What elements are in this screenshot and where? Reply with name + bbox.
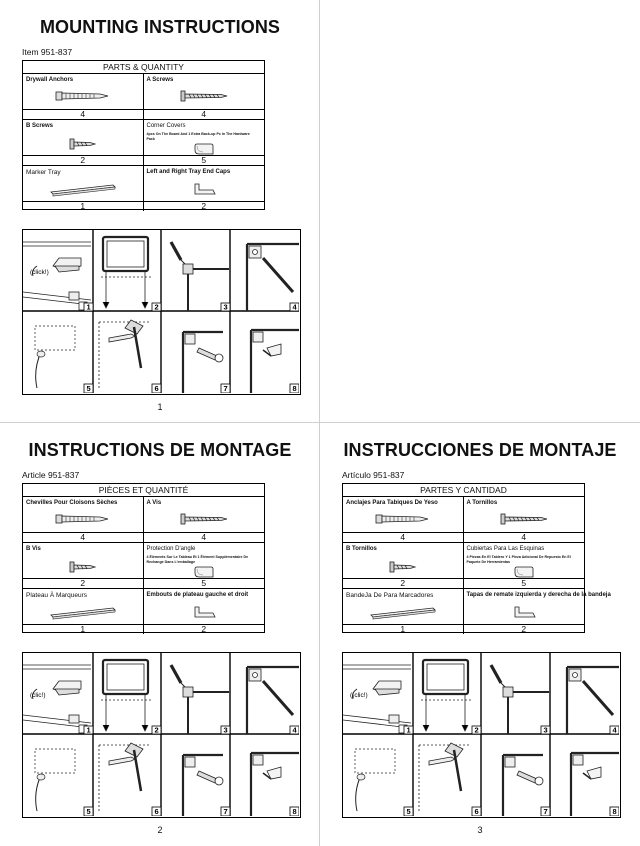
step7-illustration [503, 755, 543, 816]
part-name: Anclajes Para Tabiques De Yeso [346, 500, 438, 506]
parts-table [342, 483, 611, 634]
part-note: 4 Éléments Sur Le Tableau Et 1 Élément Supplémentaire De Rechange Dans L'emballage [146, 555, 249, 564]
part-name: Plateau À Marqueurs [26, 592, 88, 599]
parts-row [343, 497, 584, 543]
part-name: A Tornillos [466, 500, 498, 506]
assembly-illustration [23, 230, 299, 393]
part-qty: 4 [144, 109, 265, 119]
part-qty: 2 [23, 155, 143, 165]
part-qty: 2 [343, 578, 463, 588]
corner-cover-icon [144, 565, 265, 579]
step4-illustration [247, 244, 299, 311]
part-qty: 4 [144, 532, 265, 542]
step7-illustration [183, 332, 223, 393]
page-french [0, 423, 320, 846]
step-number: 5 [86, 807, 91, 816]
step-number: 5 [406, 807, 411, 816]
step-number: 1 [86, 302, 91, 312]
step-number: 6 [154, 384, 159, 393]
step-number: 7 [543, 807, 548, 816]
step6-illustration [99, 320, 151, 390]
parts-row [23, 74, 264, 120]
step1-illustration [23, 665, 91, 733]
page-english [0, 0, 320, 423]
parts-row [23, 589, 264, 634]
step-number: 4 [292, 725, 297, 735]
part-qty: 4 [343, 532, 463, 542]
page-number: 2 [157, 825, 163, 835]
part-qty: 2 [144, 201, 265, 211]
part-qty: 1 [343, 624, 463, 634]
parts-row [23, 497, 264, 543]
assembly-steps [22, 229, 301, 395]
part-cell [144, 166, 265, 211]
screw-a-icon [464, 509, 585, 531]
part-note: 4pcs On The Board And 1 Extra Back-up Pc In The Hardware Pack [146, 132, 250, 141]
screw-a-icon [144, 509, 265, 531]
part-cell [23, 543, 144, 588]
part-qty: 2 [464, 624, 585, 634]
marker-tray-icon [23, 603, 143, 625]
step-number: 2 [154, 302, 159, 312]
step3-illustration [171, 242, 229, 311]
item-number: Article 951-837 [22, 470, 80, 480]
parts-row [343, 589, 611, 634]
step-number: 3 [223, 302, 228, 312]
step-number: 8 [292, 384, 297, 393]
part-qty: 2 [23, 578, 143, 588]
assembly-illustration [343, 653, 619, 816]
page-title: MOUNTING INSTRUCTIONS [39, 17, 281, 37]
part-cell [343, 543, 464, 588]
part-qty: 4 [23, 532, 143, 542]
parts-table-header: PARTS & QUANTITY [23, 61, 264, 74]
part-name: Tapas de remate izquierda y derecha de la bandeja [466, 592, 611, 598]
part-cell [464, 589, 611, 634]
part-name: Marker Tray [26, 169, 61, 176]
part-cell [23, 497, 144, 542]
step5-illustration [355, 749, 395, 811]
anchor-icon [23, 86, 143, 108]
part-name: Left and Right Tray End Caps [146, 169, 231, 175]
click-label: (click!) [30, 269, 49, 276]
part-qty: 4 [464, 532, 585, 542]
part-cell [23, 589, 144, 634]
part-name: Embouts de plateau gauche et droit [146, 592, 249, 598]
part-cell [23, 74, 144, 119]
step-number: 6 [154, 807, 159, 816]
step5-illustration [35, 749, 75, 811]
part-cell [464, 543, 585, 588]
end-cap-icon [144, 603, 265, 625]
corner-cover-icon [144, 142, 265, 156]
part-cell [23, 166, 144, 211]
part-cell [144, 497, 265, 542]
step-number: 8 [612, 807, 617, 816]
page-spanish [320, 423, 640, 846]
step7-illustration [183, 755, 223, 816]
part-qty: 5 [144, 578, 265, 588]
parts-table [22, 60, 265, 210]
part-name: A Screws [146, 77, 174, 83]
part-qty: 5 [144, 155, 265, 165]
parts-row [23, 120, 264, 166]
step3-illustration [491, 665, 549, 734]
step4-illustration [567, 667, 619, 734]
screw-b-icon [23, 557, 143, 579]
step1-illustration [343, 665, 411, 733]
step-number: 4 [292, 302, 297, 312]
part-name: B Tornillos [346, 546, 377, 552]
step-number: 1 [86, 725, 91, 735]
step-number: 4 [612, 725, 617, 735]
marker-tray-icon [23, 180, 143, 202]
parts-table-header: PIÈCES ET QUANTITÉ [23, 484, 264, 497]
anchor-icon [343, 509, 463, 531]
page-title: INSTRUCTIONS DE MONTAGE [28, 440, 292, 460]
step-number: 7 [223, 384, 228, 393]
part-cell [144, 589, 265, 634]
step-number: 3 [543, 725, 548, 735]
part-note: 4 Piezas En El Tablero Y 1 Pieza Adicional De Repuesto En El Paquete De Herramientas [466, 555, 571, 564]
part-cell [144, 74, 265, 119]
part-qty: 1 [23, 201, 143, 211]
step2-illustration [101, 237, 151, 308]
part-name: Protection D'angle [146, 546, 196, 552]
part-qty: 1 [23, 624, 143, 634]
step5-illustration [35, 326, 75, 388]
part-name: Chevilles Pour Cloisons Sèches [26, 500, 118, 506]
step6-illustration [419, 743, 471, 813]
part-name: Cubiertas Para Las Esquinas [466, 546, 545, 552]
part-name: A Vis [146, 500, 162, 506]
part-cell [343, 589, 464, 634]
parts-table-header: PARTES Y CANTIDAD [343, 484, 584, 497]
end-cap-icon [144, 180, 265, 202]
part-cell [144, 543, 265, 588]
part-qty: 2 [144, 624, 265, 634]
step6-illustration [99, 743, 151, 813]
item-number: Item 951-837 [22, 47, 73, 57]
part-cell [23, 120, 144, 165]
step-number: 1 [406, 725, 411, 735]
parts-row [23, 543, 264, 589]
part-name: Corner Covers [146, 123, 186, 129]
part-cell [144, 120, 265, 165]
page-title: INSTRUCCIONES DE MONTAJE [343, 440, 617, 460]
screw-b-icon [23, 134, 143, 156]
anchor-icon [23, 509, 143, 531]
assembly-steps [342, 652, 621, 818]
step-number: 6 [474, 807, 479, 816]
corner-cover-icon [464, 565, 585, 579]
step-number: 8 [292, 807, 297, 816]
step1-illustration [23, 242, 91, 310]
page-blank [320, 0, 640, 423]
end-cap-icon [464, 603, 585, 625]
part-cell [343, 497, 464, 542]
part-qty: 4 [23, 109, 143, 119]
step-number: 2 [154, 725, 159, 735]
parts-row [23, 166, 264, 211]
parts-row [343, 543, 584, 589]
item-number: Artículo 951-837 [342, 470, 405, 480]
page-number: 1 [157, 402, 163, 412]
parts-table [22, 483, 265, 633]
screw-b-icon [343, 557, 463, 579]
step2-illustration [101, 660, 151, 731]
step2-illustration [421, 660, 471, 731]
part-name: BandeJa De Para Marcadores [346, 592, 434, 599]
click-label: (clic!) [30, 692, 46, 699]
marker-tray-icon [343, 603, 463, 625]
step-number: 2 [474, 725, 479, 735]
step-number: 3 [223, 725, 228, 735]
step3-illustration [171, 665, 229, 734]
part-cell [464, 497, 585, 542]
step4-illustration [247, 667, 299, 734]
part-name: B Screws [26, 123, 54, 129]
part-name: Drywall Anchors [26, 77, 74, 83]
step-number: 5 [86, 384, 91, 393]
part-qty: 5 [464, 578, 585, 588]
screw-a-icon [144, 86, 265, 108]
assembly-steps [22, 652, 301, 818]
part-name: B Vis [26, 546, 41, 552]
assembly-illustration [23, 653, 299, 816]
click-label: (¡clic!) [350, 692, 368, 699]
step-number: 7 [223, 807, 228, 816]
page-number: 3 [477, 825, 483, 835]
